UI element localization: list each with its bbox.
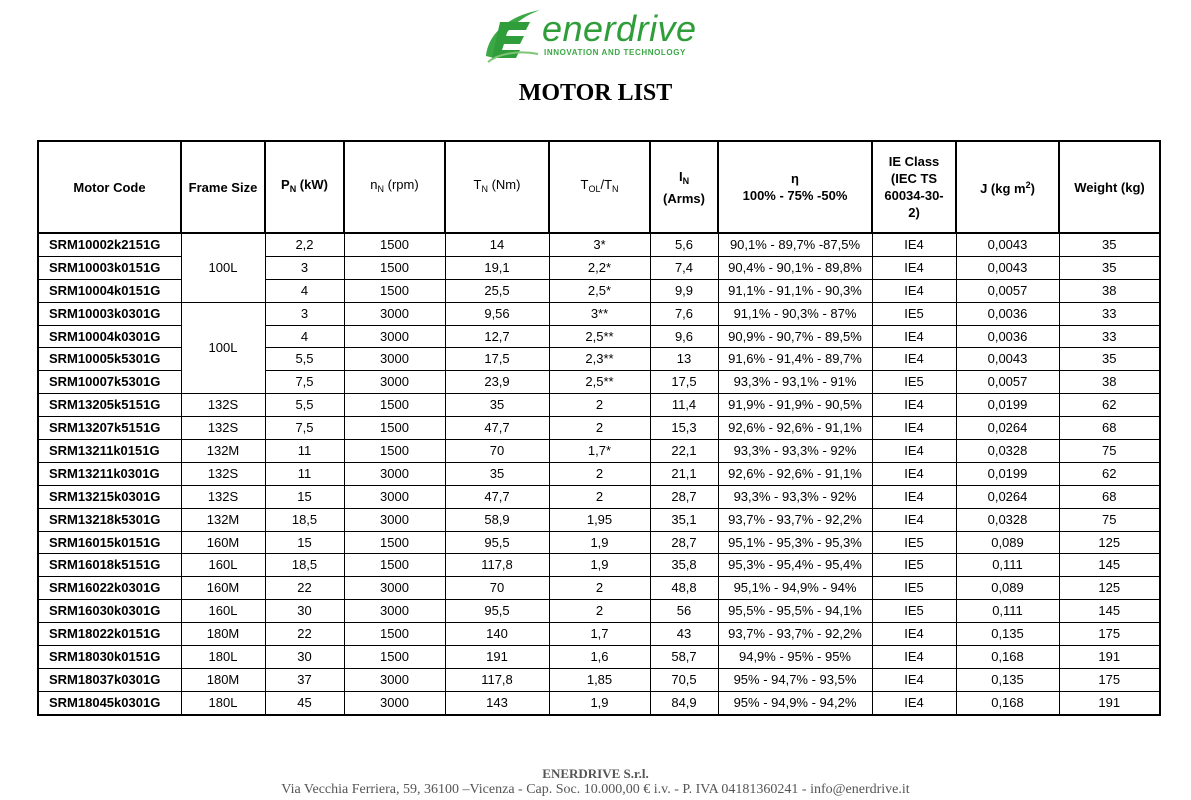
cell-current: 28,7 bbox=[650, 485, 718, 508]
cell-current: 35,1 bbox=[650, 508, 718, 531]
header-tol: $T_{OL}/T_N$ bbox=[549, 141, 650, 233]
cell-weight: 38 bbox=[1059, 371, 1160, 394]
cell-speed: 1500 bbox=[344, 394, 445, 417]
cell-torque: 95,5 bbox=[445, 531, 549, 554]
cell-speed: 1500 bbox=[344, 623, 445, 646]
cell-current: 84,9 bbox=[650, 691, 718, 714]
table-row bbox=[38, 646, 1160, 669]
cell-weight: 62 bbox=[1059, 462, 1160, 485]
cell-motor-code: SRM10004k0151G bbox=[38, 279, 181, 302]
cell-current: 48,8 bbox=[650, 577, 718, 600]
cell-overload: 3* bbox=[549, 233, 650, 256]
table-row bbox=[38, 462, 1160, 485]
cell-motor-code: SRM10007k5301G bbox=[38, 371, 181, 394]
cell-ie-class: IE4 bbox=[872, 691, 956, 714]
cell-frame-size: 132M bbox=[181, 508, 265, 531]
cell-overload: 2 bbox=[549, 417, 650, 440]
cell-power: 4 bbox=[265, 279, 344, 302]
table-row bbox=[38, 508, 1160, 531]
cell-speed: 3000 bbox=[344, 508, 445, 531]
cell-current: 11,4 bbox=[650, 394, 718, 417]
cell-frame-size: 180L bbox=[181, 646, 265, 669]
table-row bbox=[38, 600, 1160, 623]
cell-overload: 2,5** bbox=[549, 371, 650, 394]
brand-name: enerdrive bbox=[542, 8, 697, 49]
cell-current: 13 bbox=[650, 348, 718, 371]
cell-speed: 1500 bbox=[344, 256, 445, 279]
cell-inertia: 0,168 bbox=[956, 646, 1059, 669]
cell-weight: 191 bbox=[1059, 646, 1160, 669]
cell-overload: 2 bbox=[549, 485, 650, 508]
cell-ie-class: IE5 bbox=[872, 371, 956, 394]
cell-efficiency: 93,3% - 93,1% - 91% bbox=[718, 371, 872, 394]
cell-weight: 68 bbox=[1059, 417, 1160, 440]
table-header-row bbox=[38, 141, 1160, 233]
cell-torque: 191 bbox=[445, 646, 549, 669]
cell-ie-class: IE4 bbox=[872, 279, 956, 302]
cell-ie-class: IE4 bbox=[872, 508, 956, 531]
cell-power: 30 bbox=[265, 600, 344, 623]
cell-torque: 17,5 bbox=[445, 348, 549, 371]
cell-speed: 3000 bbox=[344, 348, 445, 371]
cell-efficiency: 91,6% - 91,4% - 89,7% bbox=[718, 348, 872, 371]
cell-power: 5,5 bbox=[265, 348, 344, 371]
cell-speed: 3000 bbox=[344, 325, 445, 348]
cell-current: 9,9 bbox=[650, 279, 718, 302]
cell-ie-class: IE5 bbox=[872, 531, 956, 554]
cell-ie-class: IE4 bbox=[872, 325, 956, 348]
cell-overload: 2 bbox=[549, 394, 650, 417]
cell-motor-code: SRM10004k0301G bbox=[38, 325, 181, 348]
cell-motor-code: SRM16015k0151G bbox=[38, 531, 181, 554]
cell-weight: 62 bbox=[1059, 394, 1160, 417]
cell-current: 58,7 bbox=[650, 646, 718, 669]
cell-power: 22 bbox=[265, 623, 344, 646]
cell-ie-class: IE5 bbox=[872, 302, 956, 325]
header-efficiency: η 100% - 75% -50% bbox=[718, 141, 872, 233]
cell-motor-code: SRM13205k5151G bbox=[38, 394, 181, 417]
cell-efficiency: 90,9% - 90,7% - 89,5% bbox=[718, 325, 872, 348]
cell-overload: 2,3** bbox=[549, 348, 650, 371]
cell-motor-code: SRM13218k5301G bbox=[38, 508, 181, 531]
cell-speed: 3000 bbox=[344, 462, 445, 485]
cell-speed: 3000 bbox=[344, 371, 445, 394]
cell-inertia: 0,0328 bbox=[956, 440, 1059, 463]
cell-efficiency: 94,9% - 95% - 95% bbox=[718, 646, 872, 669]
header-ie-class: IE Class (IEC TS 60034-30- 2) bbox=[872, 141, 956, 233]
cell-current: 35,8 bbox=[650, 554, 718, 577]
cell-motor-code: SRM10003k0301G bbox=[38, 302, 181, 325]
cell-overload: 1,9 bbox=[549, 531, 650, 554]
cell-speed: 3000 bbox=[344, 485, 445, 508]
cell-overload: 3** bbox=[549, 302, 650, 325]
cell-overload: 2,5** bbox=[549, 325, 650, 348]
cell-motor-code: SRM16022k0301G bbox=[38, 577, 181, 600]
cell-motor-code: SRM18045k0301G bbox=[38, 691, 181, 714]
cell-frame-size: 180M bbox=[181, 668, 265, 691]
cell-torque: 47,7 bbox=[445, 417, 549, 440]
cell-power: 45 bbox=[265, 691, 344, 714]
cell-efficiency: 92,6% - 92,6% - 91,1% bbox=[718, 417, 872, 440]
cell-frame-size: 180L bbox=[181, 691, 265, 714]
cell-torque: 70 bbox=[445, 577, 549, 600]
cell-overload: 2 bbox=[549, 577, 650, 600]
cell-torque: 35 bbox=[445, 462, 549, 485]
cell-efficiency: 90,1% - 89,7% -87,5% bbox=[718, 233, 872, 256]
cell-inertia: 0,0057 bbox=[956, 279, 1059, 302]
table-row bbox=[38, 417, 1160, 440]
table-row bbox=[38, 554, 1160, 577]
cell-inertia: 0,0264 bbox=[956, 417, 1059, 440]
table-row bbox=[38, 302, 1160, 325]
cell-torque: 143 bbox=[445, 691, 549, 714]
table-row bbox=[38, 577, 1160, 600]
cell-frame-size: 100L bbox=[181, 302, 265, 394]
cell-efficiency: 91,1% - 90,3% - 87% bbox=[718, 302, 872, 325]
cell-overload: 1,7 bbox=[549, 623, 650, 646]
cell-weight: 35 bbox=[1059, 233, 1160, 256]
cell-overload: 1,6 bbox=[549, 646, 650, 669]
cell-frame-size: 160L bbox=[181, 554, 265, 577]
cell-power: 4 bbox=[265, 325, 344, 348]
cell-overload: 1,9 bbox=[549, 554, 650, 577]
cell-inertia: 0,0057 bbox=[956, 371, 1059, 394]
enerdrive-logo-mark-icon bbox=[478, 4, 544, 70]
cell-current: 28,7 bbox=[650, 531, 718, 554]
cell-efficiency: 95,1% - 95,3% - 95,3% bbox=[718, 531, 872, 554]
cell-weight: 145 bbox=[1059, 554, 1160, 577]
cell-current: 43 bbox=[650, 623, 718, 646]
table-row bbox=[38, 691, 1160, 714]
cell-frame-size: 160M bbox=[181, 577, 265, 600]
cell-efficiency: 91,9% - 91,9% - 90,5% bbox=[718, 394, 872, 417]
cell-frame-size: 132S bbox=[181, 417, 265, 440]
cell-weight: 125 bbox=[1059, 531, 1160, 554]
motor-table bbox=[37, 140, 1161, 716]
page-title: MOTOR LIST bbox=[518, 80, 673, 106]
cell-weight: 175 bbox=[1059, 623, 1160, 646]
cell-speed: 1500 bbox=[344, 279, 445, 302]
cell-current: 21,1 bbox=[650, 462, 718, 485]
cell-overload: 1,7* bbox=[549, 440, 650, 463]
cell-motor-code: SRM10002k2151G bbox=[38, 233, 181, 256]
cell-power: 7,5 bbox=[265, 371, 344, 394]
cell-inertia: 0,0043 bbox=[956, 256, 1059, 279]
header-pn: $P_N$ (kW) bbox=[265, 141, 344, 233]
cell-motor-code: SRM13207k5151G bbox=[38, 417, 181, 440]
cell-motor-code: SRM18022k0151G bbox=[38, 623, 181, 646]
cell-frame-size: 100L bbox=[181, 233, 265, 302]
cell-speed: 3000 bbox=[344, 691, 445, 714]
cell-torque: 95,5 bbox=[445, 600, 549, 623]
cell-inertia: 0,168 bbox=[956, 691, 1059, 714]
cell-inertia: 0,0043 bbox=[956, 348, 1059, 371]
cell-overload: 1,85 bbox=[549, 668, 650, 691]
header-in: $I_N$ (Arms) bbox=[650, 141, 718, 233]
cell-power: 18,5 bbox=[265, 554, 344, 577]
cell-torque: 14 bbox=[445, 233, 549, 256]
cell-speed: 3000 bbox=[344, 600, 445, 623]
cell-motor-code: SRM18037k0301G bbox=[38, 668, 181, 691]
cell-inertia: 0,0199 bbox=[956, 462, 1059, 485]
footer-address: Via Vecchia Ferriera, 59, 36100 –Vicenza - Cap. Soc. 10.000,00 € i.v. - P. IVA 04181360241 - info@enerdrive.it bbox=[281, 782, 910, 797]
cell-torque: 117,8 bbox=[445, 668, 549, 691]
cell-inertia: 0,089 bbox=[956, 531, 1059, 554]
cell-weight: 68 bbox=[1059, 485, 1160, 508]
cell-efficiency: 92,6% - 92,6% - 91,1% bbox=[718, 462, 872, 485]
table-row bbox=[38, 531, 1160, 554]
cell-power: 37 bbox=[265, 668, 344, 691]
header-frame-size: Frame Size bbox=[181, 141, 265, 233]
cell-inertia: 0,0043 bbox=[956, 233, 1059, 256]
cell-inertia: 0,135 bbox=[956, 668, 1059, 691]
cell-speed: 1500 bbox=[344, 417, 445, 440]
cell-torque: 117,8 bbox=[445, 554, 549, 577]
cell-current: 17,5 bbox=[650, 371, 718, 394]
cell-efficiency: 95,1% - 94,9% - 94% bbox=[718, 577, 872, 600]
cell-weight: 38 bbox=[1059, 279, 1160, 302]
cell-ie-class: IE4 bbox=[872, 646, 956, 669]
cell-frame-size: 132S bbox=[181, 462, 265, 485]
cell-ie-class: IE4 bbox=[872, 485, 956, 508]
cell-overload: 1,95 bbox=[549, 508, 650, 531]
cell-inertia: 0,0328 bbox=[956, 508, 1059, 531]
cell-inertia: 0,111 bbox=[956, 554, 1059, 577]
cell-power: 3 bbox=[265, 302, 344, 325]
cell-overload: 1,9 bbox=[549, 691, 650, 714]
cell-overload: 2,5* bbox=[549, 279, 650, 302]
cell-speed: 3000 bbox=[344, 302, 445, 325]
cell-frame-size: 160M bbox=[181, 531, 265, 554]
cell-torque: 12,7 bbox=[445, 325, 549, 348]
cell-ie-class: IE4 bbox=[872, 462, 956, 485]
cell-weight: 75 bbox=[1059, 508, 1160, 531]
cell-torque: 19,1 bbox=[445, 256, 549, 279]
table-row bbox=[38, 485, 1160, 508]
cell-current: 5,6 bbox=[650, 233, 718, 256]
cell-motor-code: SRM16018k5151G bbox=[38, 554, 181, 577]
cell-current: 56 bbox=[650, 600, 718, 623]
enerdrive-logo bbox=[478, 4, 718, 70]
cell-power: 5,5 bbox=[265, 394, 344, 417]
cell-ie-class: IE4 bbox=[872, 256, 956, 279]
cell-torque: 70 bbox=[445, 440, 549, 463]
cell-power: 15 bbox=[265, 485, 344, 508]
cell-frame-size: 132S bbox=[181, 394, 265, 417]
cell-ie-class: IE5 bbox=[872, 554, 956, 577]
cell-inertia: 0,0036 bbox=[956, 325, 1059, 348]
cell-current: 7,4 bbox=[650, 256, 718, 279]
cell-weight: 75 bbox=[1059, 440, 1160, 463]
table-row bbox=[38, 668, 1160, 691]
cell-speed: 1500 bbox=[344, 646, 445, 669]
cell-weight: 33 bbox=[1059, 302, 1160, 325]
cell-ie-class: IE5 bbox=[872, 577, 956, 600]
cell-inertia: 0,135 bbox=[956, 623, 1059, 646]
cell-weight: 35 bbox=[1059, 348, 1160, 371]
cell-frame-size: 180M bbox=[181, 623, 265, 646]
cell-torque: 140 bbox=[445, 623, 549, 646]
cell-weight: 33 bbox=[1059, 325, 1160, 348]
table-row bbox=[38, 233, 1160, 256]
cell-efficiency: 90,4% - 90,1% - 89,8% bbox=[718, 256, 872, 279]
cell-overload: 2,2* bbox=[549, 256, 650, 279]
cell-ie-class: IE4 bbox=[872, 394, 956, 417]
cell-ie-class: IE4 bbox=[872, 348, 956, 371]
cell-inertia: 0,0199 bbox=[956, 394, 1059, 417]
cell-motor-code: SRM16030k0301G bbox=[38, 600, 181, 623]
cell-motor-code: SRM10003k0151G bbox=[38, 256, 181, 279]
cell-efficiency: 93,3% - 93,3% - 92% bbox=[718, 440, 872, 463]
cell-ie-class: IE4 bbox=[872, 417, 956, 440]
cell-power: 15 bbox=[265, 531, 344, 554]
cell-efficiency: 93,3% - 93,3% - 92% bbox=[718, 485, 872, 508]
cell-torque: 25,5 bbox=[445, 279, 549, 302]
cell-current: 15,3 bbox=[650, 417, 718, 440]
table-row bbox=[38, 440, 1160, 463]
cell-torque: 47,7 bbox=[445, 485, 549, 508]
cell-weight: 175 bbox=[1059, 668, 1160, 691]
cell-motor-code: SRM13211k0301G bbox=[38, 462, 181, 485]
table-body bbox=[38, 233, 1160, 715]
header-tn: $T_N$ (Nm) bbox=[445, 141, 549, 233]
cell-current: 9,6 bbox=[650, 325, 718, 348]
cell-weight: 125 bbox=[1059, 577, 1160, 600]
cell-speed: 1500 bbox=[344, 531, 445, 554]
cell-inertia: 0,111 bbox=[956, 600, 1059, 623]
cell-efficiency: 95,3% - 95,4% - 95,4% bbox=[718, 554, 872, 577]
cell-power: 11 bbox=[265, 440, 344, 463]
cell-current: 7,6 bbox=[650, 302, 718, 325]
table-row bbox=[38, 394, 1160, 417]
cell-motor-code: SRM13211k0151G bbox=[38, 440, 181, 463]
cell-ie-class: IE5 bbox=[872, 600, 956, 623]
cell-inertia: 0,0036 bbox=[956, 302, 1059, 325]
header-inertia: J (kg $m^2$) bbox=[956, 141, 1059, 233]
cell-efficiency: 91,1% - 91,1% - 90,3% bbox=[718, 279, 872, 302]
cell-overload: 2 bbox=[549, 462, 650, 485]
table-row bbox=[38, 623, 1160, 646]
cell-torque: 58,9 bbox=[445, 508, 549, 531]
header-nn: $n_N$ (rpm) bbox=[344, 141, 445, 233]
cell-power: 30 bbox=[265, 646, 344, 669]
cell-torque: 23,9 bbox=[445, 371, 549, 394]
footer-company: ENERDRIVE S.r.l. bbox=[542, 766, 649, 781]
cell-motor-code: SRM18030k0151G bbox=[38, 646, 181, 669]
cell-power: 22 bbox=[265, 577, 344, 600]
cell-torque: 35 bbox=[445, 394, 549, 417]
cell-power: 18,5 bbox=[265, 508, 344, 531]
cell-frame-size: 132M bbox=[181, 440, 265, 463]
cell-speed: 1500 bbox=[344, 554, 445, 577]
cell-inertia: 0,089 bbox=[956, 577, 1059, 600]
cell-efficiency: 95,5% - 95,5% - 94,1% bbox=[718, 600, 872, 623]
cell-speed: 3000 bbox=[344, 668, 445, 691]
cell-speed: 3000 bbox=[344, 577, 445, 600]
header-motor-code: Motor Code bbox=[38, 141, 181, 233]
cell-motor-code: SRM13215k0301G bbox=[38, 485, 181, 508]
cell-speed: 1500 bbox=[344, 440, 445, 463]
cell-current: 22,1 bbox=[650, 440, 718, 463]
cell-efficiency: 93,7% - 93,7% - 92,2% bbox=[718, 623, 872, 646]
cell-motor-code: SRM10005k5301G bbox=[38, 348, 181, 371]
cell-weight: 145 bbox=[1059, 600, 1160, 623]
cell-frame-size: 132S bbox=[181, 485, 265, 508]
cell-torque: 9,56 bbox=[445, 302, 549, 325]
brand-tagline: INNOVATION AND TECHNOLOGY bbox=[544, 48, 686, 57]
cell-ie-class: IE4 bbox=[872, 668, 956, 691]
header-weight: Weight (kg) bbox=[1059, 141, 1160, 233]
cell-ie-class: IE4 bbox=[872, 233, 956, 256]
cell-overload: 2 bbox=[549, 600, 650, 623]
cell-power: 7,5 bbox=[265, 417, 344, 440]
cell-ie-class: IE4 bbox=[872, 623, 956, 646]
cell-weight: 35 bbox=[1059, 256, 1160, 279]
cell-inertia: 0,0264 bbox=[956, 485, 1059, 508]
cell-current: 70,5 bbox=[650, 668, 718, 691]
cell-weight: 191 bbox=[1059, 691, 1160, 714]
cell-efficiency: 95% - 94,9% - 94,2% bbox=[718, 691, 872, 714]
cell-power: 2,2 bbox=[265, 233, 344, 256]
cell-speed: 1500 bbox=[344, 233, 445, 256]
cell-efficiency: 93,7% - 93,7% - 92,2% bbox=[718, 508, 872, 531]
cell-ie-class: IE4 bbox=[872, 440, 956, 463]
cell-efficiency: 95% - 94,7% - 93,5% bbox=[718, 668, 872, 691]
cell-power: 3 bbox=[265, 256, 344, 279]
cell-power: 11 bbox=[265, 462, 344, 485]
cell-frame-size: 160L bbox=[181, 600, 265, 623]
